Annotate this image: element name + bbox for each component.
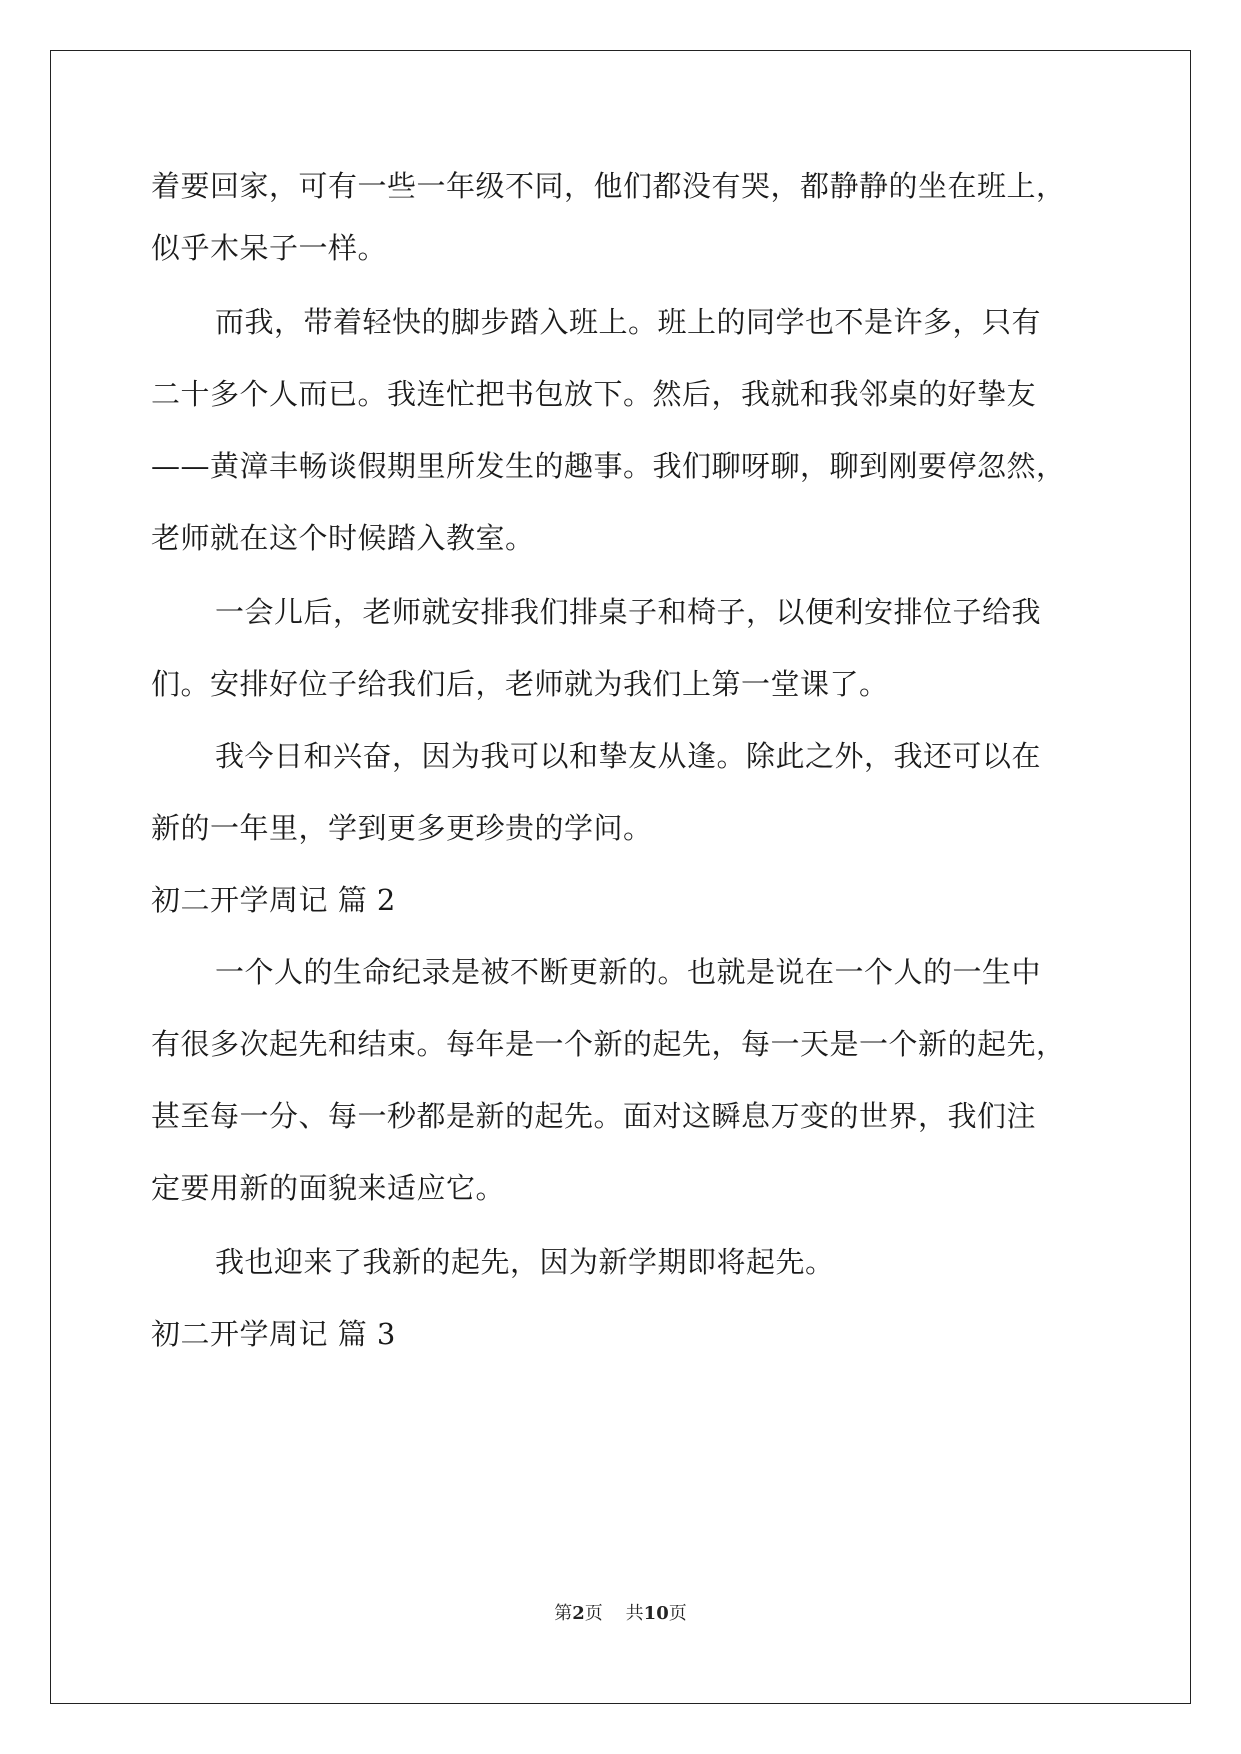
paragraph-line: 一会儿后，老师就安排我们排桌子和椅子，以便利安排位子给我 xyxy=(215,595,1042,629)
page-footer xyxy=(0,1599,1241,1625)
paragraph-line: 甚至每一分、每一秒都是新的起先。面对这瞬息万变的世界，我们注 xyxy=(151,1099,1037,1133)
paragraph-line: 们。安排好位子给我们后，老师就为我们上第一堂课了。 xyxy=(151,667,889,701)
total-label-suffix: 页 xyxy=(668,1603,687,1624)
paragraph-line: 有很多次起先和结束。每年是一个新的起先，每一天是一个新的起先， xyxy=(151,1027,1066,1061)
paragraph-line: 老师就在这个时候踏入教室。 xyxy=(151,521,535,555)
section-heading: 初二开学周记 篇 3 xyxy=(151,1317,396,1351)
page-label-suffix: 页 xyxy=(584,1603,603,1624)
paragraph-line: 定要用新的面貌来适应它。 xyxy=(151,1171,506,1205)
paragraph-line: 而我，带着轻快的脚步踏入班上。班上的同学也不是许多，只有 xyxy=(215,305,1042,339)
paragraph-line: 我也迎来了我新的起先，因为新学期即将起先。 xyxy=(215,1245,835,1279)
total-label-prefix: 共 xyxy=(625,1603,644,1624)
paragraph-line: 一个人的生命纪录是被不断更新的。也就是说在一个人的一生中 xyxy=(215,955,1042,989)
current-page-number: 2 xyxy=(572,1603,585,1624)
section-heading: 初二开学周记 篇 2 xyxy=(151,883,396,917)
paragraph-line: ——黄漳丰畅谈假期里所发生的趣事。我们聊呀聊，聊到刚要停忽然， xyxy=(151,449,1066,483)
paragraph-line: 我今日和兴奋，因为我可以和挚友从逢。除此之外，我还可以在 xyxy=(215,739,1042,773)
page-border xyxy=(50,50,1191,1704)
page-label-prefix: 第 xyxy=(554,1603,573,1624)
paragraph-line: 似乎木呆子一样。 xyxy=(151,231,388,265)
total-page-number: 10 xyxy=(643,1603,669,1624)
paragraph-line: 新的一年里，学到更多更珍贵的学问。 xyxy=(151,811,653,845)
paragraph-line: 着要回家，可有一些一年级不同，他们都没有哭，都静静的坐在班上， xyxy=(151,169,1066,203)
paragraph-line: 二十多个人而已。我连忙把书包放下。然后，我就和我邻桌的好挚友 xyxy=(151,377,1037,411)
